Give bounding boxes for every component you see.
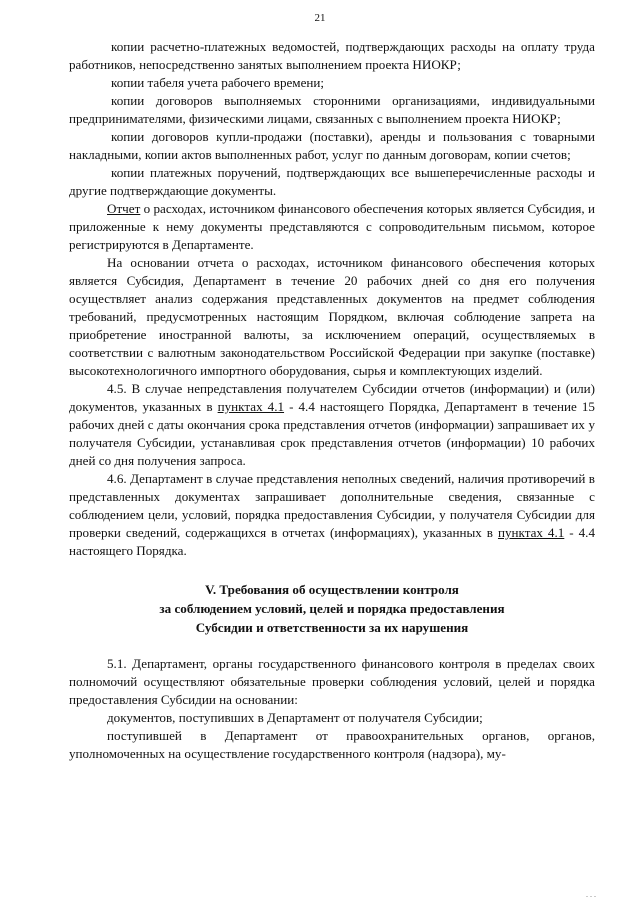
- section-heading-line: за соблюдением условий, целей и порядка предоставления: [159, 601, 505, 616]
- page-number: 21: [314, 12, 326, 24]
- paragraph-4-6-text: 4.6. Департамент в случае представления неполных сведений, наличия противоречий в представленных документах запрашивает дополнительные сведения, связанные с соблюдением цели, условий, порядка предоставления Субсидии, у получателя Субсидии для проверки сведений, содержащихся в отчетах (информациях), указанных в: [69, 471, 595, 540]
- basis-item: поступившей в Департамент от правоохранительных органов, органов, уполномоченных на осуществление государственного контроля (надзора), му-: [69, 728, 595, 761]
- report-link[interactable]: Отчет: [107, 201, 141, 216]
- section-heading-line: V. Требования об осуществлении контроля: [205, 582, 459, 597]
- analysis-paragraph: На основании отчета о расходах, источником финансового обеспечения которых является Субсидия, Департамент в течение 20 рабочих дней со дня его получения осуществляет анализ содержания представленных документов на предмет соблюдения требований, предусмотренных настоящим Порядком, включая соблюдение запрета на приобретение иностранной валюты, за исключением операций, осуществляемых в соответствии с валютным законодательством Российской Федерации при закупке (поставке) высокотехнологичного импортного оборудования, сырья и комплектующих изделий.: [69, 255, 595, 378]
- list-item: копии расчетно-платежных ведомостей, подтверждающих расходы на оплату труда работников, непосредственно занятых выполнением проекта НИОКР;: [69, 39, 595, 72]
- list-item: копии договоров купли-продажи (поставки), аренды и пользования с товарными накладными, копии актов выполненных работ, услуг по данным договорам, копии счетов;: [69, 129, 595, 162]
- list-item: копии договоров выполняемых сторонними организациями, индивидуальными предпринимателями, физическими лицами, связанных с выполнением проекта НИОКР;: [69, 93, 595, 126]
- report-text: о расходах, источником финансового обеспечения которых является Субсидия, и приложенные к нему документы представляются с сопроводительным письмом, которое регистрируются в Департаменте.: [69, 201, 595, 252]
- paragraph-4-5-text: 4.5. В случае непредставления получателем Субсидии отчетов (информации) и (или) документов, указанных в: [69, 381, 595, 414]
- list-item: копии платежных поручений, подтверждающих все вышеперечисленные расходы и другие подтверждающие документы.: [69, 165, 595, 198]
- report-paragraph: [69, 200, 595, 254]
- paragraph-4-6-link[interactable]: пунктах 4.1: [497, 525, 565, 540]
- paragraph-4-5-link[interactable]: пунктах 4.1: [217, 399, 285, 414]
- paragraph-4-5-tail: - 4.4 настоящего Порядка, Департамент в течение 15 рабочих дней с даты окончания срока представления отчетов (информации) запрашивает их у получателя Субсидии, устанавливая срок представления отчетов (информации) 10 рабочих дней со дня получения запроса.: [69, 399, 595, 468]
- list-item: копии табеля учета рабочего времени;: [111, 75, 325, 90]
- basis-item: документов, поступивших в Департамент от получателя Субсидии;: [107, 710, 483, 725]
- section-heading: [69, 580, 595, 637]
- document-body: [69, 38, 595, 763]
- paragraph-4-6-tail: - 4.4 настоящего Порядка.: [69, 525, 595, 558]
- paragraph-5-1: 5.1. Департамент, органы государственного финансового контроля в пределах своих полномочий осуществляют обязательные проверки соблюдения условий, целей и порядка предоставления Субсидии на основании:: [69, 656, 595, 707]
- paragraph-4-6: [69, 470, 595, 560]
- paragraph-4-5: [69, 380, 595, 470]
- scan-mark: . . .: [586, 890, 596, 899]
- section-heading-line: Субсидии и ответственности за их нарушения: [195, 620, 469, 635]
